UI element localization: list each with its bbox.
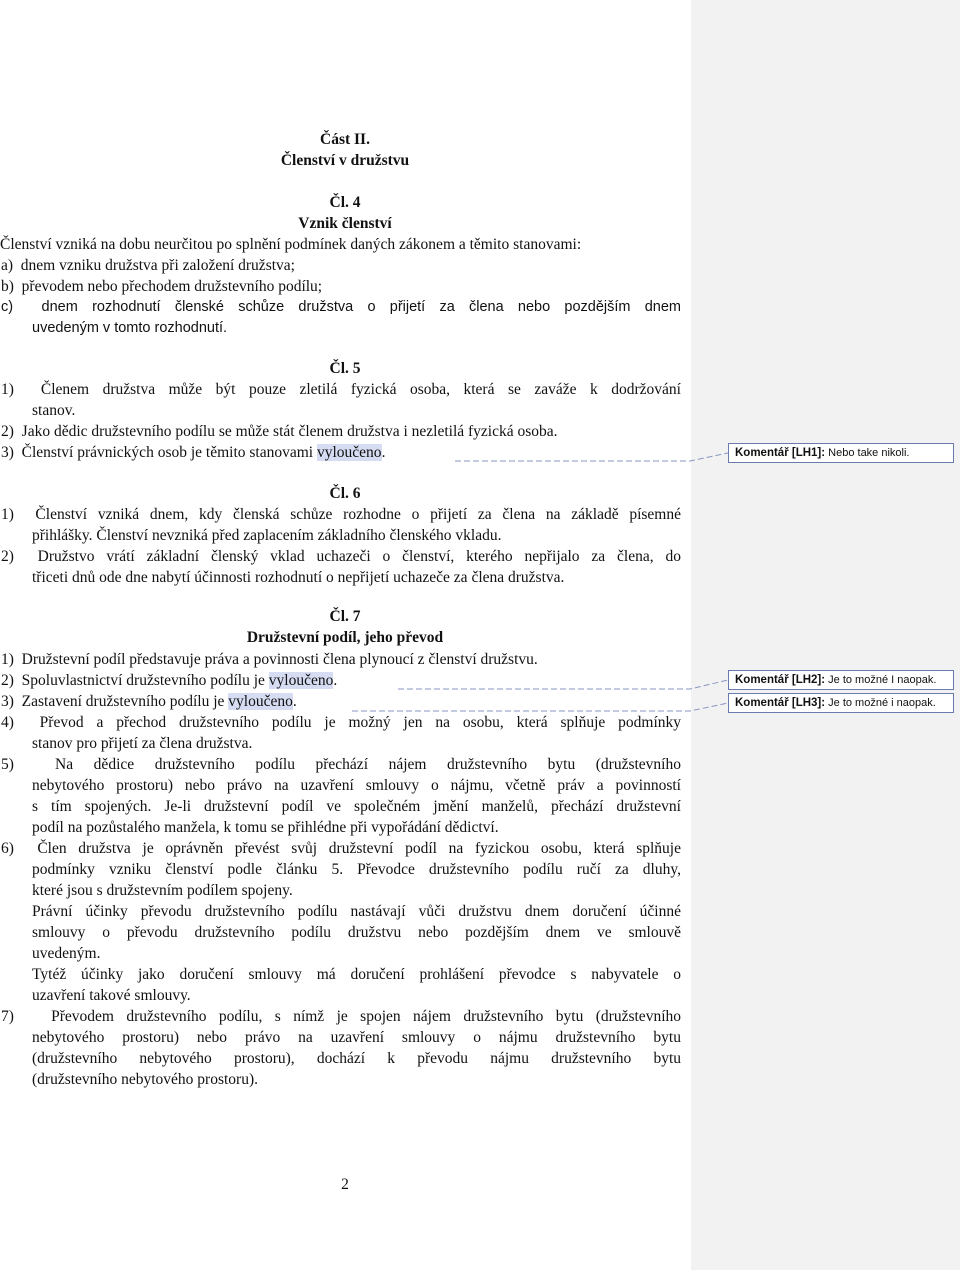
comment-balloon-lh3[interactable] — [728, 693, 954, 713]
article-7-item-7: 7) Převodem družstevního podílu, s nímž je spojen nájem družstevního bytu (družstevního — [1, 1008, 681, 1025]
article-7-item-3: 3) Zastavení družstevního podílu je vyloučeno. — [1, 693, 297, 710]
article-4-item-a: a) dnem vzniku družstva při založení družstva; — [1, 257, 295, 274]
article-4-intro: Členství vzniká na dobu neurčitou po splnění podmínek daných zákonem a těmito stanovami: — [0, 236, 582, 253]
article-6-item-2: 2) Družstvo vrátí základní členský vklad uchazeči o členství, kterého nepřijalo za člena, do — [1, 548, 681, 565]
article-7-item-4-cont: stanov pro přijetí za člena družstva. — [32, 735, 253, 752]
article-6-item-1-cont: přihlášky. Členství nevzniká před zaplacením základního členského vkladu. — [32, 527, 502, 544]
article-5-item-2: 2) Jako dědic družstevního podílu se může stát členem družstva i nezletilá fyzická osoba. — [1, 423, 558, 440]
comment-anchor-lh3[interactable]: vyloučeno — [228, 693, 293, 710]
article-7-item-4: 4) Převod a přechod družstevního podílu je možný jen na osobu, která splňuje podmínky — [1, 714, 681, 731]
article-6-item-1: 1) Členství vzniká dnem, kdy členská schůze rozhodne o přijetí za člena na základě písemné — [1, 506, 681, 523]
article-5-number: Čl. 5 — [329, 360, 361, 377]
article-6-number: Čl. 6 — [329, 485, 361, 502]
article-4-item-c-cont: uvedeným v tomto rozhodnutí. — [32, 320, 228, 336]
article-4-number: Čl. 4 — [329, 194, 361, 211]
part-subtitle: Členství v družstvu — [280, 152, 410, 169]
comment-anchor-lh2[interactable]: vyloučeno — [268, 672, 334, 689]
article-7-item-6-para-3-cont: uzavření takové smlouvy. — [32, 987, 191, 1004]
comment-text: Je to možné i naopak. — [828, 697, 936, 709]
article-4-title: Vznik členství — [298, 215, 392, 232]
article-7-item-7-cont-1: nebytového prostoru) nebo právo na uzavření smlouvy o nájmu družstevního bytu — [32, 1029, 681, 1046]
comment-label: Komentář [LH1]: — [735, 447, 826, 459]
article-7-item-6: 6) Člen družstva je oprávněn převést svůj družstevní podíl na fyzickou osobu, která splňuje — [1, 840, 681, 857]
article-7-item-6-para-2: Právní účinky převodu družstevního podílu nastávají vůči družstvu dnem doručení účinné — [32, 903, 681, 920]
article-7-item-7-cont-2: (družstevního nebytového prostoru), dochází k převodu nájmu družstevního bytu — [32, 1050, 681, 1067]
article-7-item-5-cont-3: podíl na pozůstalého manžela, k tomu se přihlédne při vypořádání dědictví. — [32, 819, 499, 836]
article-7-number: Čl. 7 — [329, 608, 361, 625]
article-7-item-7-cont-3: (družstevního nebytového prostoru). — [32, 1071, 258, 1088]
comment-label: Komentář [LH2]: — [735, 674, 826, 686]
article-7-item-5-cont-2: s tím spojených. Je-li družstevní podíl ve společném jmění manželů, přechází družstevní — [32, 798, 681, 815]
article-4-item-c: c) dnem rozhodnutí členské schůze družstva o přijetí za člena nebo pozdějším dnem — [1, 299, 681, 315]
article-7-item-6-para-2-cont-2: uvedeným. — [32, 945, 101, 962]
article-7-title: Družstevní podíl, jeho převod — [246, 629, 444, 646]
article-4-item-b: b) převodem nebo přechodem družstevního podílu; — [1, 278, 323, 295]
comment-anchor-lh1[interactable]: vyloučeno — [316, 444, 382, 461]
comment-text: Nebo take nikoli. — [828, 447, 910, 459]
article-5-item-3: 3) Členství právnických osob je těmito stanovami vyloučeno. — [1, 444, 386, 461]
page-number: 2 — [341, 1176, 349, 1193]
article-7-item-6-para-3: Tytéž účinky jako doručení smlouvy má doručení prohlášení převodce s nabyvatele o — [32, 966, 681, 983]
article-5-item-1: 1) Členem družstva může být pouze zletilá fyzická osoba, která se zaváže k dodržování — [1, 381, 681, 398]
comment-balloon-lh2[interactable] — [728, 670, 954, 690]
article-7-item-2: 2) Spoluvlastnictví družstevního podílu je vyloučeno. — [1, 672, 338, 689]
comment-label: Komentář [LH3]: — [735, 697, 826, 709]
part-title: Část II. — [320, 131, 370, 148]
article-6-item-2-cont: třiceti dnů ode dne nabytí účinnosti rozhodnutí o nepřijetí uchazeče za člena družstva. — [32, 569, 565, 586]
comment-text: Je to možné I naopak. — [828, 674, 937, 686]
article-7-item-6-cont-1: podmínky vzniku členství podle článku 5. Převodce družstevního podílu ručí za dluhy, — [32, 861, 681, 878]
article-7-item-1: 1) Družstevní podíl představuje práva a povinnosti člena plynoucí z členství družstvu. — [1, 651, 538, 668]
comment-balloon-lh1[interactable] — [728, 443, 954, 463]
article-7-item-5: 5) Na dědice družstevního podílu přechází nájem družstevního bytu (družstevního — [1, 756, 681, 773]
article-7-item-6-cont-2: které jsou s družstevním podílem spojeny. — [32, 882, 293, 899]
article-5-item-1-cont: stanov. — [32, 402, 76, 419]
article-7-item-6-para-2-cont-1: smlouvy o převodu družstevního podílu družstvu nebo pozdějším dnem ve smlouvě — [32, 924, 681, 941]
article-7-item-5-cont-1: nebytového prostoru) nebo právo na uzavření smlouvy o nájmu, včetně práv a povinností — [32, 777, 681, 794]
